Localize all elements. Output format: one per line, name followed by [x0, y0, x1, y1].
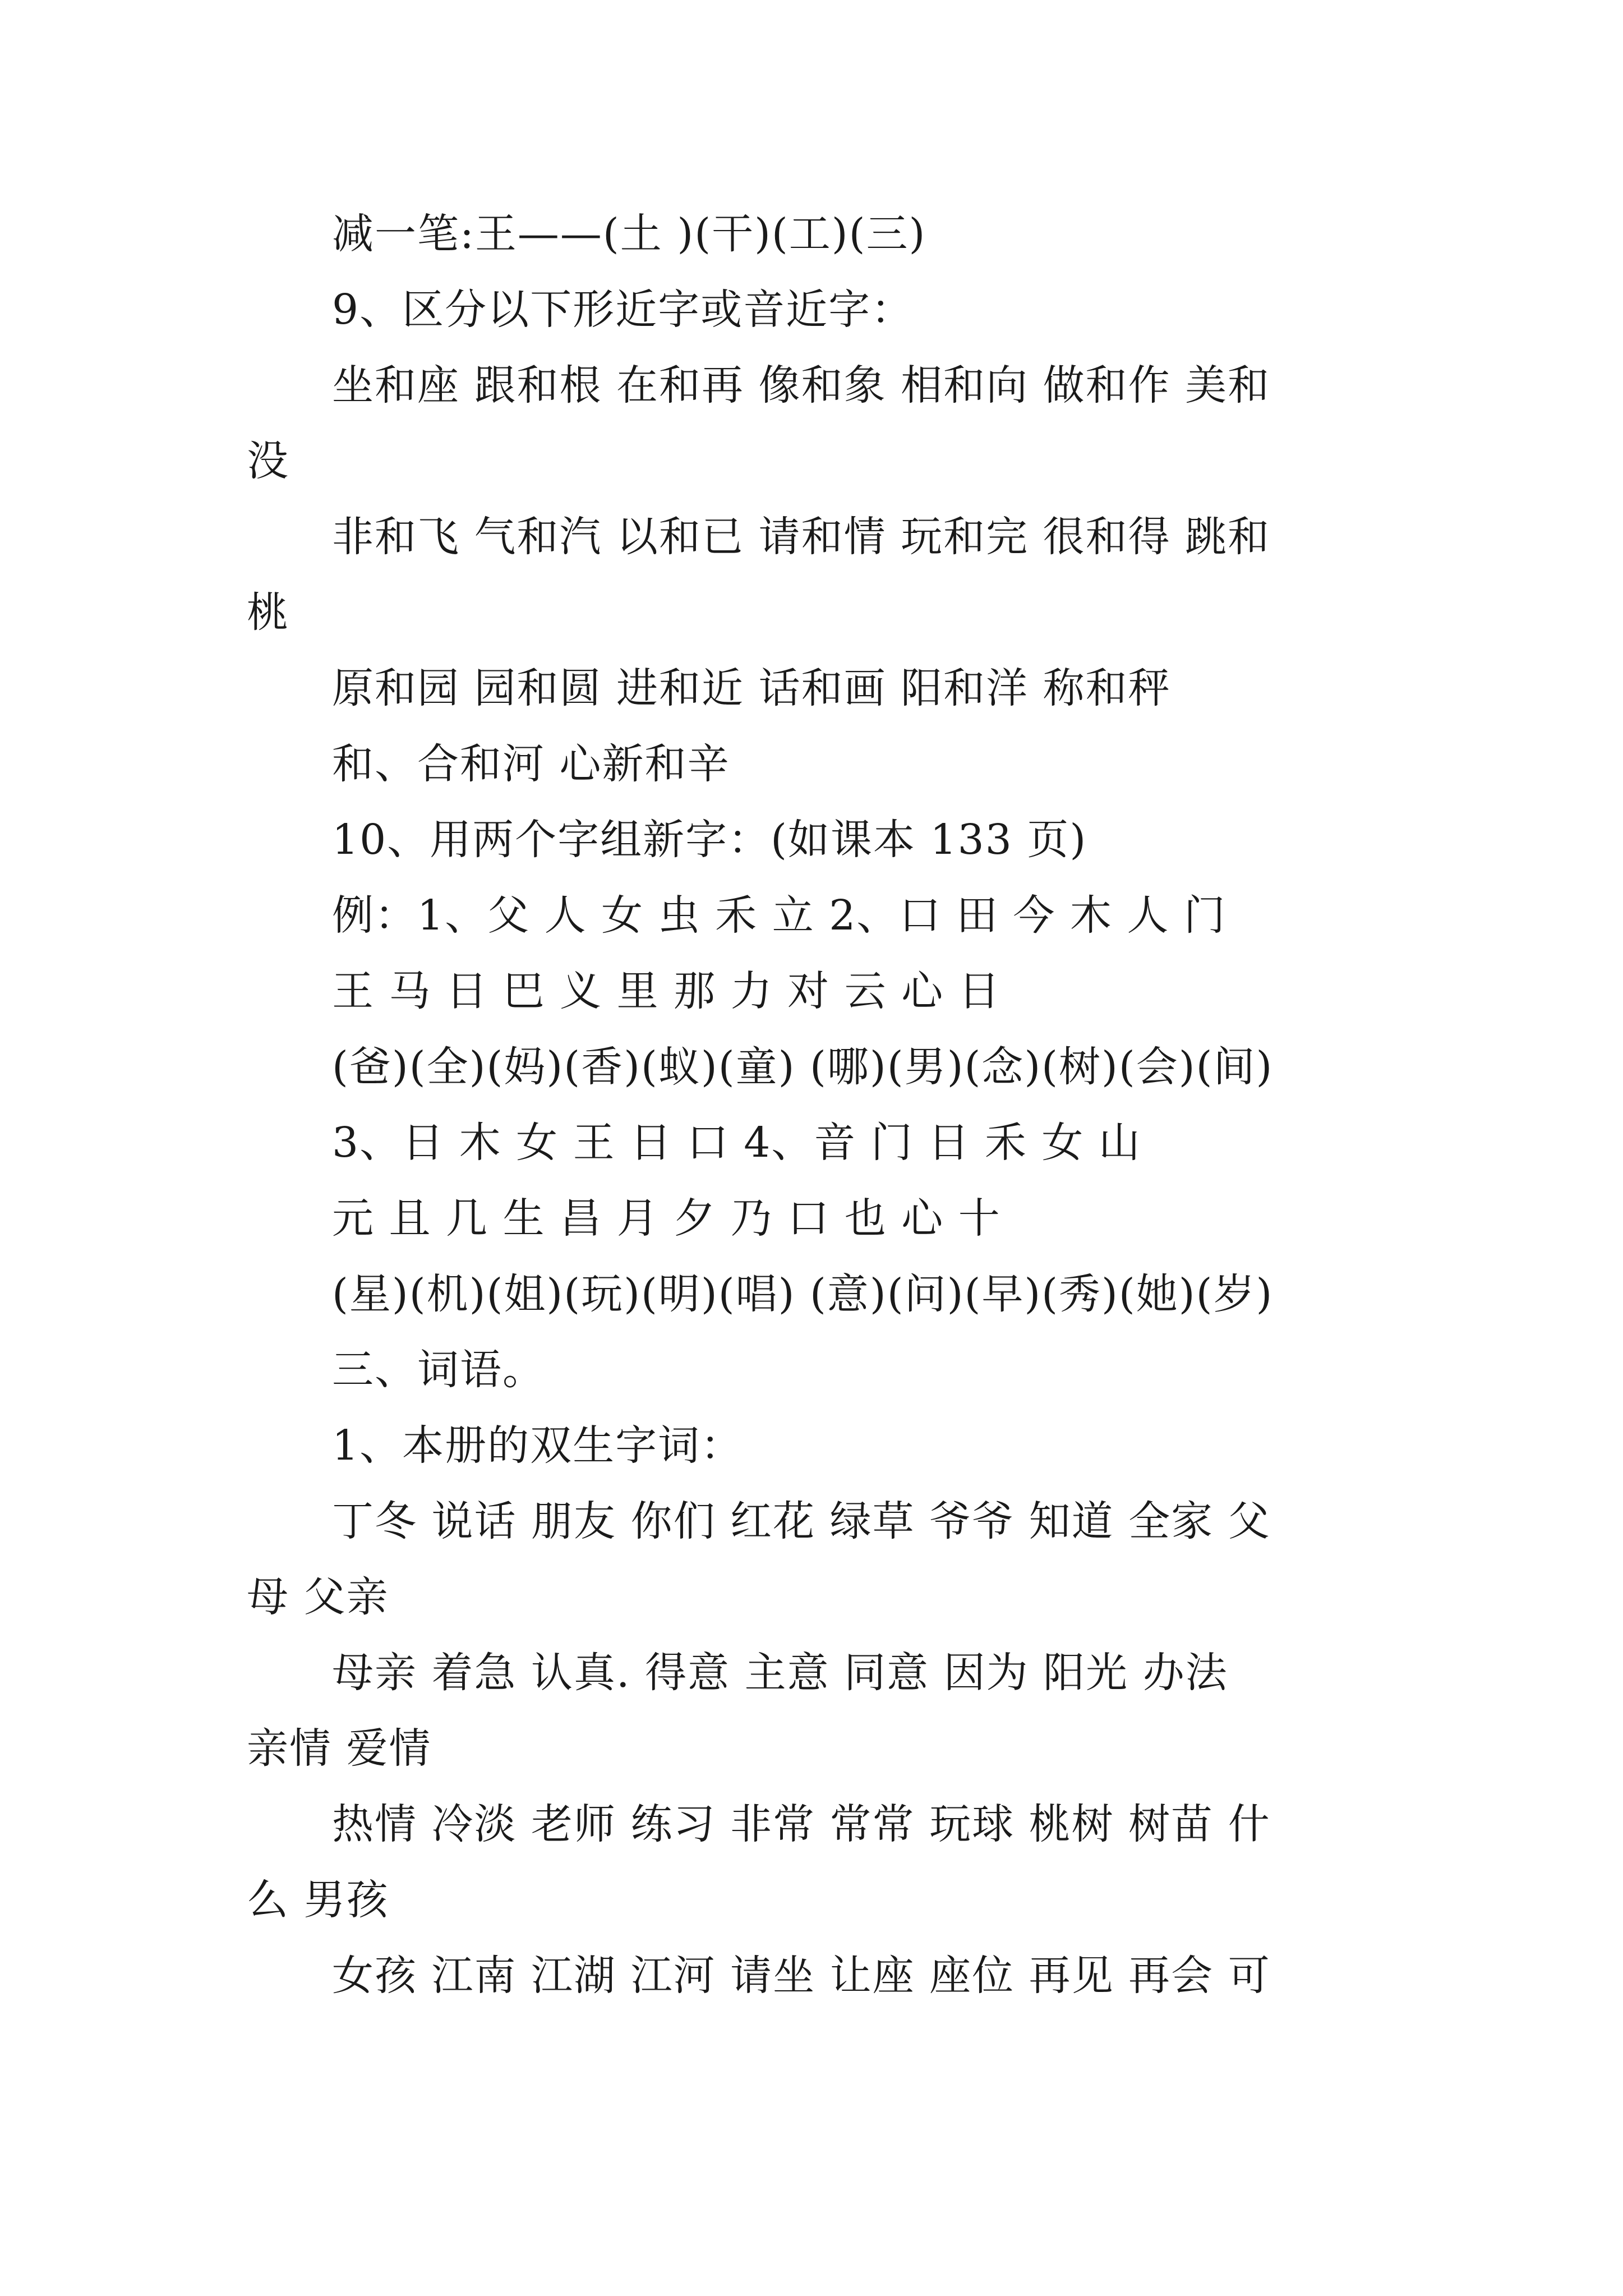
- text-line: 三、词语。: [332, 1346, 545, 1394]
- text-line: (星)(机)(姐)(玩)(明)(唱) (意)(问)(早)(秀)(她)(岁): [332, 1270, 1274, 1318]
- text-line: 3、日 木 女 王 日 口 4、音 门 日 禾 女 山: [332, 1119, 1141, 1167]
- text-line: 亲情 爱情: [247, 1724, 432, 1773]
- text-line: 10、用两个字组新字：(如课本 133 页): [332, 816, 1087, 864]
- text-line: 母亲 着急 认真. 得意 主意 同意 因为 阳光 办法: [332, 1649, 1228, 1697]
- text-line: (爸)(全)(妈)(香)(蚁)(童) (哪)(男)(念)(树)(会)(间): [332, 1043, 1274, 1091]
- text-line: 丁冬 说话 朋友 你们 红花 绿草 爷爷 知道 全家 父: [332, 1497, 1271, 1545]
- text-line: 1、本册的双生字词：: [332, 1421, 744, 1470]
- text-line: 和、合和河 心新和辛: [332, 740, 730, 788]
- text-line: 桃: [247, 588, 289, 637]
- text-line: 王 马 日 巴 义 里 那 力 对 云 心 日: [332, 967, 1001, 1015]
- text-line: 例：1、父 人 女 虫 禾 立 2、口 田 今 木 人 门: [332, 891, 1227, 940]
- text-line: 减一笔:王——(土 )(干)(工)(三): [332, 210, 926, 258]
- text-line: 坐和座 跟和根 在和再 像和象 相和向 做和作 美和: [332, 361, 1271, 409]
- text-line: 元 且 几 生 昌 月 夕 乃 口 也 心 十: [332, 1194, 1001, 1243]
- text-line: 非和飞 气和汽 以和已 请和情 玩和完 很和得 跳和: [332, 513, 1271, 561]
- text-line: 热情 冷淡 老师 练习 非常 常常 玩球 桃树 树苗 什: [332, 1800, 1271, 1848]
- text-line: 没: [247, 437, 289, 485]
- text-line: 9、区分以下形近字或音近字：: [332, 286, 914, 334]
- text-line: 原和园 园和圆 进和近 话和画 阳和洋 称和秤: [332, 664, 1171, 712]
- text-line: 么 男孩: [247, 1876, 389, 1924]
- text-line: 女孩 江南 江湖 江河 请坐 让座 座位 再见 再会 可: [332, 1952, 1271, 2000]
- text-line: 母 父亲: [247, 1573, 389, 1621]
